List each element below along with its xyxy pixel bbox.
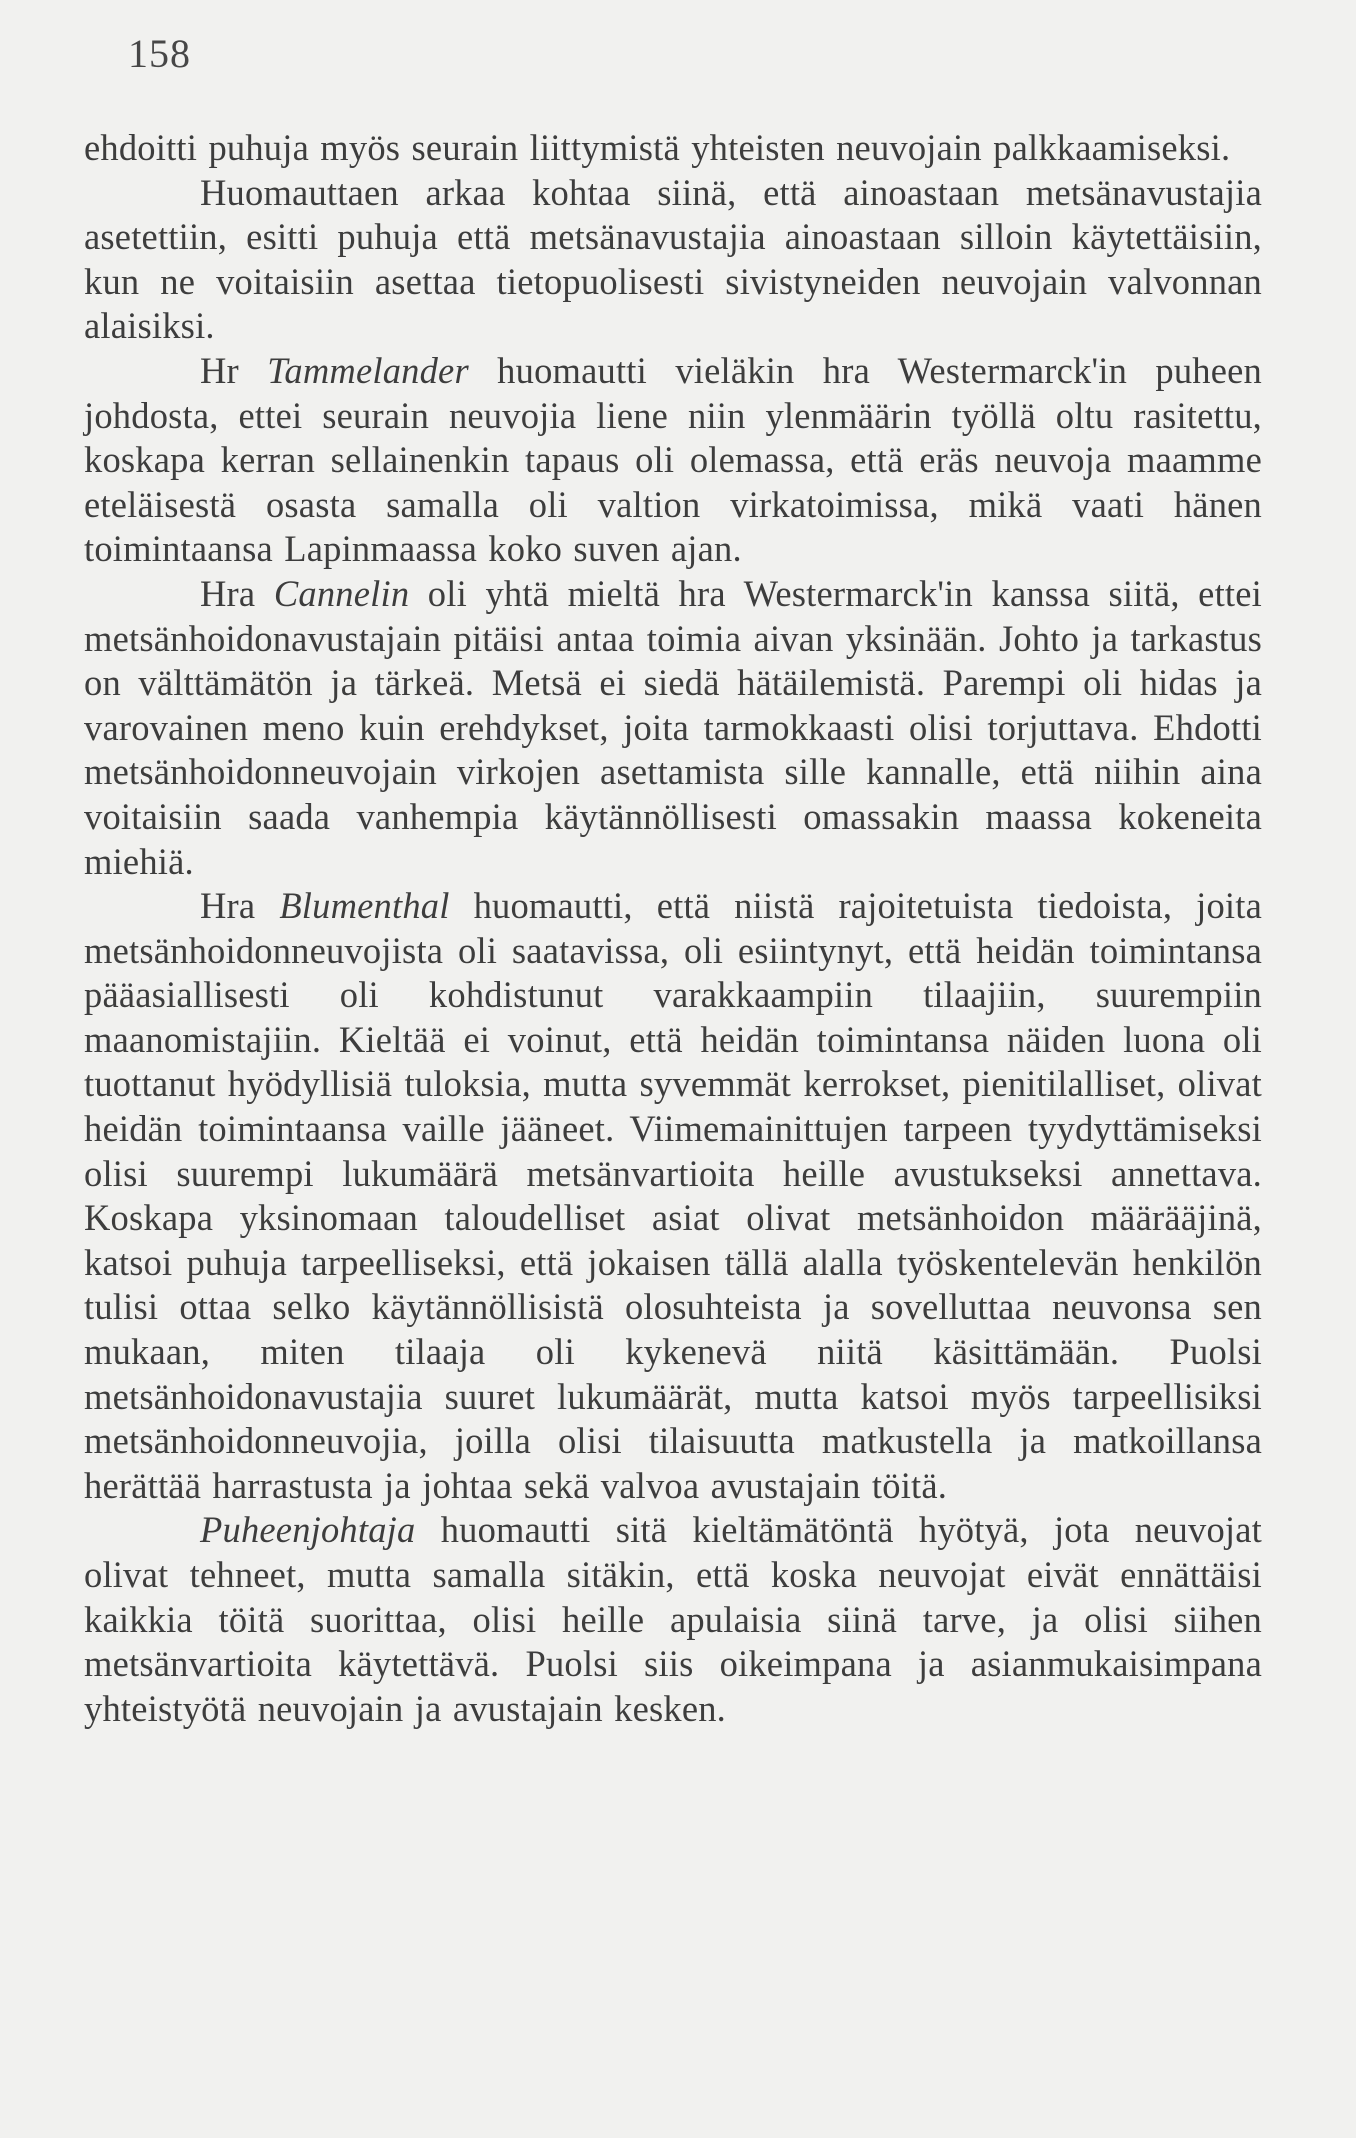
paragraph-text: Hra [200,885,280,927]
speaker-name: Tammelander [267,349,469,391]
paragraph-text: huomautti, että niistä rajoitetuista tiedoista, joita metsänhoidonneuvojista oli saatavissa, oli esiintynyt, että heidän toimintansa pääasiallisesti oli kohdistunut varakkaampiin tilaajiin, suurempiin maanomistajiin. Kieltää ei voinut, että heidän toimintansa näiden luona oli tuottanut hyödyllisiä tuloksia, mutta syvemmät kerrokset, pienitilalliset, olivat heidän toimintaansa vaille jääneet. Viimemainittujen tarpeen tyydyttämiseksi olisi suurempi lukumäärä metsänvartioita heille avustukseksi annettava. Koskapa yksinomaan taloudelliset asiat olivat metsänhoidon määrääjinä, katsoi puhuja tarpeelliseksi, että jokaisen tällä alalla työskentelevän henkilön tulisi ottaa selko käytännöllisistä olosuhteista ja sovelluttaa neuvonsa sen mukaan, miten tilaaja oli kykenevä niitä käsittämään. Puolsi metsänhoidonavustajia suuret lukumäärät, mutta katsoi myös tarpeellisiksi metsänhoidonneuvojia, joilla olisi tilaisuutta matkustella ja matkoillansa herättää harrastusta ja johtaa sekä valvoa avustajain töitä. [84,885,1263,1506]
page-number: 158 [128,31,191,76]
paragraph-text: Huomauttaen arkaa kohtaa siinä, että ainoastaan metsänavustajia asetettiin, esitti puhuja että metsänavustajia ainoastaan silloin käytettäisiin, kun ne voitaisiin asettaa tietopuolisesti sivistyneiden neuvojain valvonnan alaisiksi. [84,171,1262,347]
paragraph [84,1508,1262,1731]
paragraph-text: huomautti sitä kieltämätöntä hyötyä, jota neuvojat olivat tehneet, mutta samalla sitäkin, että koska neuvojat eivät ennättäisi kaikkia töitä suorittaa, olisi heille apulaisia siinä tarve, ja olisi siihen metsänvartioita käytettävä. Puolsi siis oikeimpana ja asianmukaisimpana yhteistyötä neuvojain ja avustajain kesken. [84,1509,1262,1729]
paragraph-text: ehdoitti puhuja myös seurain liittymistä yhteisten neuvojain palkkaamiseksi. [84,127,1231,168]
paragraph [84,884,1262,1508]
paragraph-text: oli yhtä mieltä hra Westermarck'in kanssa siitä, ettei metsänhoidonavustajain pitäisi antaa toimia aivan yksinään. Johto ja tarkastus on välttämätön ja tärkeä. Metsä ei siedä hätäilemistä. Parempi oli hidas ja varovainen meno kuin erehdykset, joita tarmokkaasti olisi torjuttava. Ehdotti metsänhoidonneuvojain virkojen asettamista sille kannalle, että niihin aina voitaisiin saada vanhempia käytännöllisesti omassakin maassa kokeneita miehiä. [84,572,1263,882]
paragraph-text: huomautti vieläkin hra Westermarck'in puheen johdosta, ettei seurain neuvojia liene niin ylenmäärin työllä oltu rasitettu, koskapa kerran sellainenkin tapaus oli olemassa, että eräs neuvoja maamme eteläisestä osasta samalla oli valtion virkatoimissa, mikä vaati hänen toimintaansa Lapinmaassa koko suven ajan. [84,349,1262,570]
paragraph [84,572,1262,884]
body-text [84,126,1262,1731]
speaker-name: Puheenjohtaja [200,1509,416,1551]
paragraph [84,126,1262,171]
paragraph [84,349,1262,572]
paragraph [84,171,1262,349]
speaker-name: Blumenthal [279,885,450,927]
paragraph-text: Hr [200,349,268,391]
speaker-name: Cannelin [273,572,410,614]
paragraph-text: Hra [200,572,274,614]
